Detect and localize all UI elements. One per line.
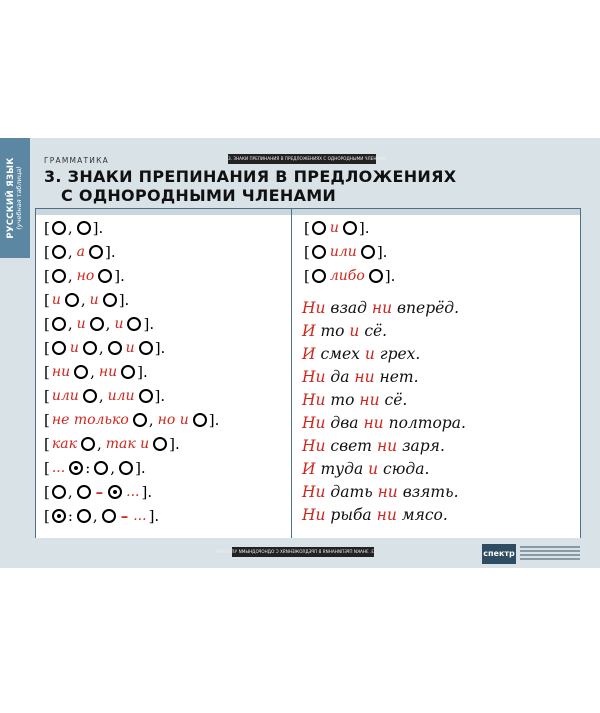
phrase-text: вперёд.	[392, 299, 460, 317]
conj-word: не только	[51, 412, 129, 428]
dotted-circle-icon	[69, 461, 83, 475]
phrase-red-word: Ни	[302, 437, 326, 455]
conj-word: так и	[105, 436, 150, 452]
circle-icon	[52, 485, 66, 499]
circle-icon	[77, 221, 91, 235]
ellipsis: ...	[51, 460, 66, 476]
circle-icon	[108, 341, 122, 355]
phrase-red-word: и	[364, 345, 375, 363]
publisher-logo: спектр	[482, 544, 516, 564]
phrase-red-word: и	[349, 322, 360, 340]
mirrored-strip: 3. ЗНАКИ ПРЕПИНАНИЯ В ПРЕДЛОЖЕНИЯХ С ОДНОРОДНЫМИ ЧЛЕНАМИ	[232, 547, 374, 557]
page-title	[44, 167, 456, 205]
circle-icon	[119, 461, 133, 475]
subject-label: ГРАММАТИКА	[44, 156, 109, 165]
circle-icon	[77, 485, 91, 499]
phrase-line	[302, 322, 387, 340]
scheme-row: [ и , и ].	[44, 339, 166, 357]
circle-icon	[312, 221, 326, 235]
ellipsis: ...	[133, 508, 147, 524]
circle-icon	[312, 269, 326, 283]
circle-icon	[94, 461, 108, 475]
dash: –	[95, 483, 104, 501]
circle-icon	[193, 413, 207, 427]
dash: –	[120, 507, 129, 525]
conj-word: и	[51, 292, 61, 308]
title-line-1: 3. ЗНАКИ ПРЕПИНАНИЯ В ПРЕДЛОЖЕНИЯХ	[44, 167, 457, 186]
circle-icon	[77, 509, 91, 523]
conj-word: и	[89, 292, 99, 308]
circle-icon	[65, 293, 79, 307]
scheme-row: [ не только , но и ].	[44, 411, 220, 429]
circle-icon	[102, 509, 116, 523]
circle-icon	[343, 221, 357, 235]
circle-icon	[361, 245, 375, 259]
conj-word: как	[51, 436, 77, 452]
circle-icon	[52, 245, 66, 259]
conj-word: но	[76, 268, 95, 284]
conj-word: и	[76, 316, 86, 332]
conj-word: либо	[329, 268, 365, 284]
phrase-red-word: И	[302, 460, 316, 478]
scheme-row: [ либо ].	[304, 267, 396, 285]
circle-icon	[89, 245, 103, 259]
scheme-row: [ , но ].	[44, 267, 125, 285]
ellipsis: ...	[126, 484, 140, 500]
phrase-red-word: Ни	[302, 368, 326, 386]
conj-word: или	[329, 244, 357, 260]
phrase-line	[302, 414, 466, 432]
conj-word: а	[76, 244, 85, 260]
phrase-text: свет	[325, 437, 377, 455]
phrase-line	[302, 368, 419, 386]
scheme-row: [ , ].	[44, 219, 104, 237]
circle-icon	[90, 317, 104, 331]
phrase-red-word: ни	[359, 391, 380, 409]
phrase-red-word: ни	[363, 414, 384, 432]
circle-icon	[74, 365, 88, 379]
phrase-text: взад	[325, 299, 372, 317]
phrase-text: мясо.	[396, 506, 448, 524]
phrase-line	[302, 460, 429, 478]
circle-icon	[52, 341, 66, 355]
phrase-text: дать	[325, 483, 378, 501]
circle-icon	[81, 437, 95, 451]
conj-word: но и	[157, 412, 189, 428]
scheme-row: [ : , – ... ].	[44, 507, 160, 525]
phrase-text: сё.	[359, 322, 388, 340]
conj-word: и	[329, 220, 339, 236]
scheme-row: [ ни , ни ].	[44, 363, 148, 381]
fine-print	[520, 544, 580, 564]
phrase-text: рыба	[325, 506, 377, 524]
phrase-text: нет.	[374, 368, 419, 386]
title-line-2: С ОДНОРОДНЫМИ ЧЛЕНАМИ	[61, 186, 337, 205]
phrase-red-word: И	[302, 322, 316, 340]
phrase-text: грех.	[374, 345, 421, 363]
circle-icon	[153, 437, 167, 451]
header-strip: 3. ЗНАКИ ПРЕПИНАНИЯ В ПРЕДЛОЖЕНИЯХ С ОДНОРОДНЫМИ ЧЛЕНАМИ	[228, 154, 376, 164]
sidebar-line-2: (учебная таблица)	[15, 166, 24, 230]
phrase-red-word: Ни	[302, 391, 326, 409]
phrase-red-word: и	[368, 460, 379, 478]
scheme-row: [ , – ... ].	[44, 483, 153, 501]
conj-word: или	[107, 388, 135, 404]
phrase-red-word: И	[302, 345, 316, 363]
conj-word: или	[51, 388, 79, 404]
circle-icon	[52, 317, 66, 331]
circle-icon	[98, 269, 112, 283]
scheme-row: [ как , так и ].	[44, 435, 180, 453]
phrase-text: то	[325, 391, 360, 409]
phrase-line	[302, 345, 420, 363]
circle-icon	[312, 245, 326, 259]
phrase-text: то	[315, 322, 350, 340]
circle-icon	[133, 413, 147, 427]
phrase-text: два	[325, 414, 364, 432]
conj-word: и	[125, 340, 135, 356]
conj-word: ни	[51, 364, 71, 380]
phrase-text: сюда.	[378, 460, 430, 478]
circle-icon	[83, 389, 97, 403]
circle-icon	[52, 269, 66, 283]
sidebar-label	[7, 157, 23, 238]
phrase-text: да	[325, 368, 355, 386]
phrase-line	[302, 437, 445, 455]
circle-icon	[103, 293, 117, 307]
scheme-row: [ , а ].	[44, 243, 116, 261]
phrase-text: взять.	[397, 483, 459, 501]
scheme-row: [ и , и ].	[44, 291, 130, 309]
table-top-band	[36, 209, 580, 215]
scheme-row: [ и ].	[304, 219, 370, 237]
phrase-line	[302, 506, 448, 524]
phrase-red-word: Ни	[302, 414, 326, 432]
phrase-red-word: Ни	[302, 299, 326, 317]
scheme-row: [ или ].	[304, 243, 388, 261]
phrase-text: смех	[315, 345, 365, 363]
circle-icon	[127, 317, 141, 331]
table-divider	[291, 209, 292, 539]
conj-word: ни	[98, 364, 118, 380]
rules-table	[35, 208, 581, 540]
sidebar-tab	[0, 138, 30, 258]
circle-icon	[139, 341, 153, 355]
circle-icon	[121, 365, 135, 379]
conj-word: и	[114, 316, 124, 332]
phrase-red-word: ни	[354, 368, 375, 386]
phrase-red-word: ни	[371, 299, 393, 317]
phrase-red-word: ни	[376, 437, 398, 455]
phrase-text: полтора.	[383, 414, 466, 432]
dotted-circle-icon	[52, 509, 66, 523]
phrase-red-word: Ни	[302, 483, 326, 501]
phrase-text: туда	[315, 460, 369, 478]
phrase-red-word: ни	[377, 483, 398, 501]
dotted-circle-icon	[108, 485, 122, 499]
phrase-text: заря.	[397, 437, 445, 455]
phrase-red-word: ни	[376, 506, 397, 524]
circle-icon	[52, 221, 66, 235]
scheme-row: [ ... : , ].	[44, 459, 146, 477]
phrase-line	[302, 299, 459, 317]
circle-icon	[369, 269, 383, 283]
phrase-red-word: Ни	[302, 506, 326, 524]
scheme-row: [ , и , и ].	[44, 315, 155, 333]
poster	[0, 138, 600, 568]
circle-icon	[139, 389, 153, 403]
scheme-row: [ или , или ].	[44, 387, 166, 405]
phrase-line	[302, 391, 407, 409]
poster-footer	[0, 538, 600, 568]
circle-icon	[83, 341, 97, 355]
phrase-line	[302, 483, 459, 501]
phrase-text: сё.	[379, 391, 408, 409]
conj-word: и	[69, 340, 79, 356]
sidebar-line-1: РУССКИЙ ЯЗЫК	[6, 157, 17, 239]
